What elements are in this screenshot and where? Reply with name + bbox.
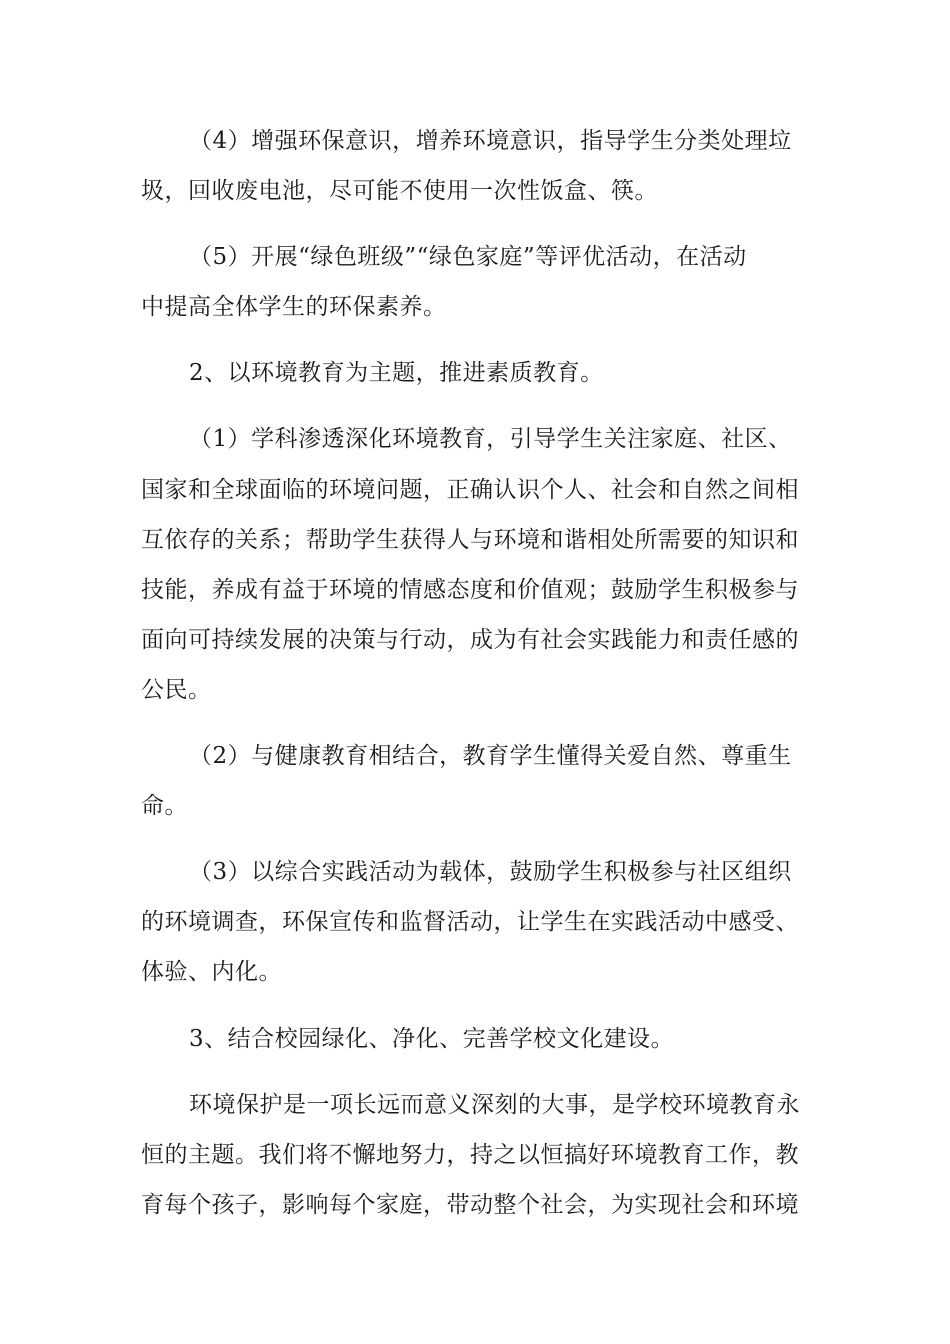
text-line: （1）学科渗透深化环境教育，引导学生关注家庭、社区、 xyxy=(189,426,792,452)
text-line: 国家和全球面临的环境问题，正确认识个人、社会和自然之间相 xyxy=(141,477,799,503)
text-line: （2）与健康教育相结合，教育学生懂得关爱自然、尊重生 xyxy=(189,743,792,769)
text-line: 技能，养成有益于环境的情感态度和价值观；鼓励学生积极参与 xyxy=(141,577,799,603)
text-line: （4）增强环保意识，增养环境意识，指导学生分类处理垃 xyxy=(189,128,792,154)
section-heading: 3、结合校园绿化、净化、完善学校文化建设。 xyxy=(189,1026,675,1052)
text-line: 体验、内化。 xyxy=(141,959,282,985)
text-line: 的环境调查，环保宣传和监督活动，让学生在实践活动中感受、 xyxy=(141,909,799,935)
text-line: 命。 xyxy=(141,793,188,819)
text-line: 公民。 xyxy=(141,677,212,703)
text-line: 圾，回收废电池，尽可能不使用一次性饭盒、筷。 xyxy=(141,178,658,204)
section-heading: 2、以环境教育为主题，推进素质教育。 xyxy=(189,360,604,386)
text-line: 恒的主题。我们将不懈地努力，持之以恒搞好环境教育工作，教 xyxy=(141,1142,799,1168)
text-line: 互依存的关系；帮助学生获得人与环境和谐相处所需要的知识和 xyxy=(141,527,799,553)
text-line: 育每个孩子，影响每个家庭，带动整个社会，为实现社会和环境 xyxy=(141,1192,799,1218)
text-line: （5）开展“绿色班级”“绿色家庭”等评优活动，在活动 xyxy=(189,244,747,270)
text-line: 面向可持续发展的决策与行动，成为有社会实践能力和责任感的 xyxy=(141,627,799,653)
text-line: 中提高全体学生的环保素养。 xyxy=(141,294,447,320)
text-line: 环境保护是一项长远而意义深刻的大事，是学校环境教育永 xyxy=(189,1092,800,1118)
text-line: （3）以综合实践活动为载体，鼓励学生积极参与社区组织 xyxy=(189,859,792,885)
